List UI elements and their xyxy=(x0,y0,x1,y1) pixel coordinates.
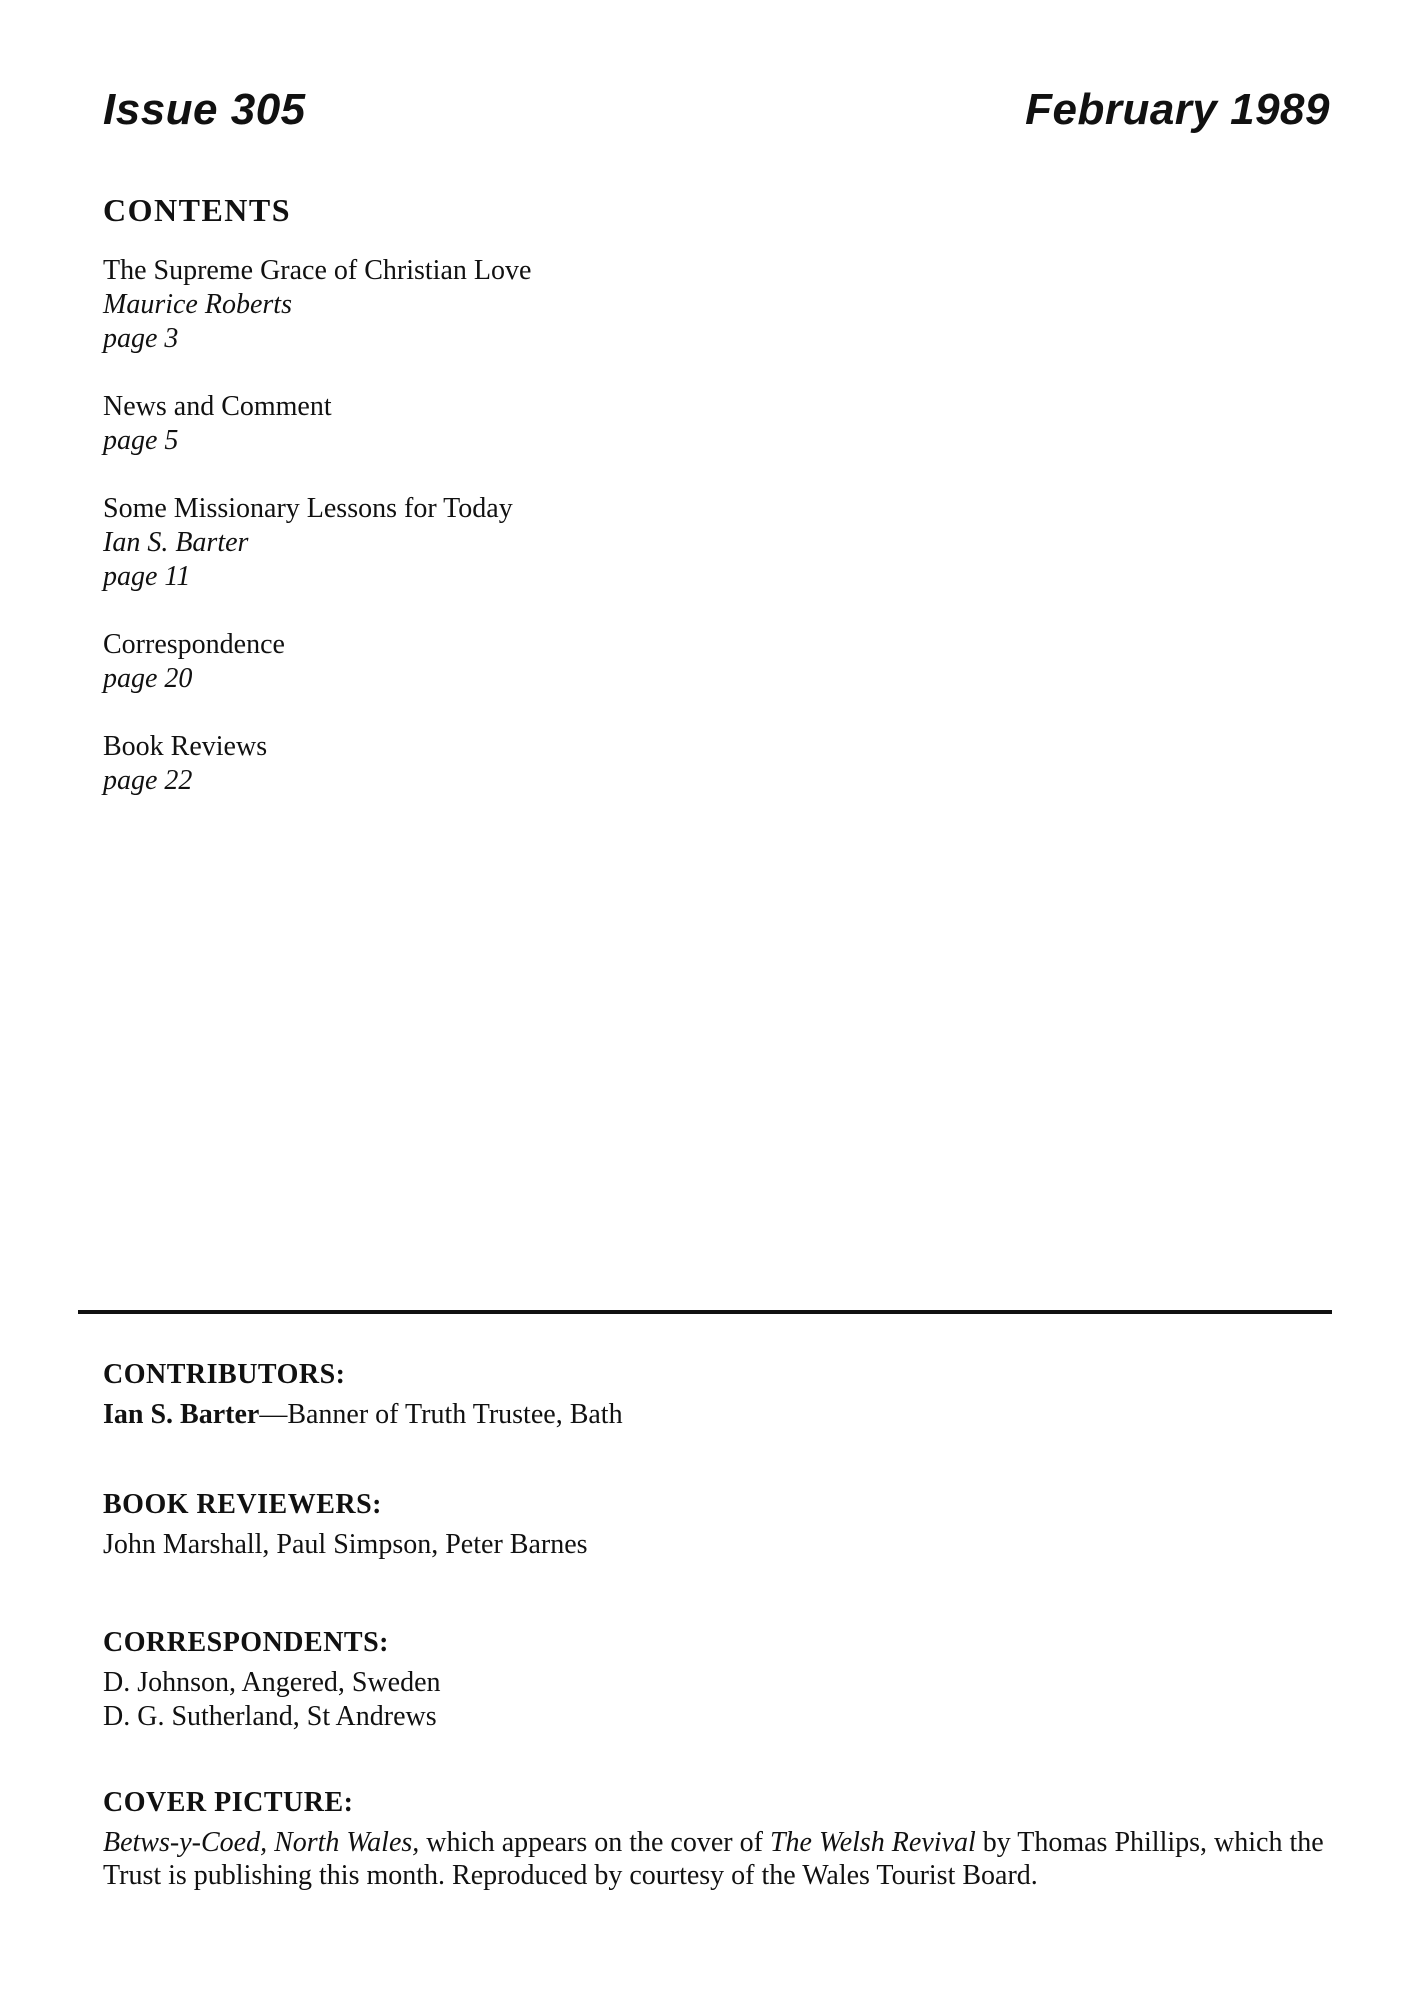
book-reviewers-section xyxy=(103,1488,1330,1562)
contributor-name: Ian S. Barter xyxy=(103,1399,260,1430)
issue-date: February 1989 xyxy=(1025,85,1330,134)
toc-page: page 5 xyxy=(103,425,179,456)
cover-segment: which appears on the cover of xyxy=(419,1827,770,1858)
correspondent-line: D. G. Sutherland, St Andrews xyxy=(103,1701,437,1732)
table-of-contents xyxy=(103,254,1330,832)
masthead xyxy=(103,85,1330,135)
cover-picture-text xyxy=(103,1826,1330,1892)
toc-entry xyxy=(103,390,1330,458)
cover-picture-section xyxy=(103,1786,1330,1892)
toc-title: Some Missionary Lessons for Today xyxy=(103,493,513,524)
contributor-line xyxy=(103,1398,1330,1432)
toc-title: Correspondence xyxy=(103,629,285,660)
contributors-heading: CONTRIBUTORS: xyxy=(103,1359,346,1390)
toc-entry xyxy=(103,254,1330,356)
toc-title: The Supreme Grace of Christian Love xyxy=(103,255,532,286)
contributor-affiliation: —Banner of Truth Trustee, Bath xyxy=(259,1399,623,1430)
correspondent-line: D. Johnson, Angered, Sweden xyxy=(103,1667,441,1698)
issue-number: Issue 305 xyxy=(103,85,306,134)
toc-page: page 11 xyxy=(103,561,191,592)
toc-title: Book Reviews xyxy=(103,731,268,762)
toc-title: News and Comment xyxy=(103,391,332,422)
contents-heading: CONTENTS xyxy=(103,192,292,228)
toc-author: Ian S. Barter xyxy=(103,527,249,558)
toc-author: Maurice Roberts xyxy=(103,289,292,320)
cover-segment: by Thomas Phillips, which the Trust is publishing this month. Reproduced by courtesy of the Wales Tourist Board. xyxy=(103,1827,1324,1891)
toc-page: page 22 xyxy=(103,765,193,796)
cover-segment: Betws-y-Coed, North Wales, xyxy=(103,1827,420,1858)
book-reviewers-heading: BOOK REVIEWERS: xyxy=(103,1489,382,1520)
toc-entry xyxy=(103,628,1330,696)
correspondents-section xyxy=(103,1626,1330,1734)
cover-segment: The Welsh Revival xyxy=(769,1827,976,1858)
toc-page: page 20 xyxy=(103,663,193,694)
cover-picture-heading: COVER PICTURE: xyxy=(103,1787,354,1818)
toc-entry xyxy=(103,730,1330,798)
toc-page: page 3 xyxy=(103,323,179,354)
book-reviewers-names: John Marshall, Paul Simpson, Peter Barnes xyxy=(103,1529,588,1560)
section-divider xyxy=(78,1310,1332,1314)
contributors-section xyxy=(103,1358,1330,1432)
toc-entry xyxy=(103,492,1330,594)
correspondents-heading: CORRESPONDENTS: xyxy=(103,1627,389,1658)
